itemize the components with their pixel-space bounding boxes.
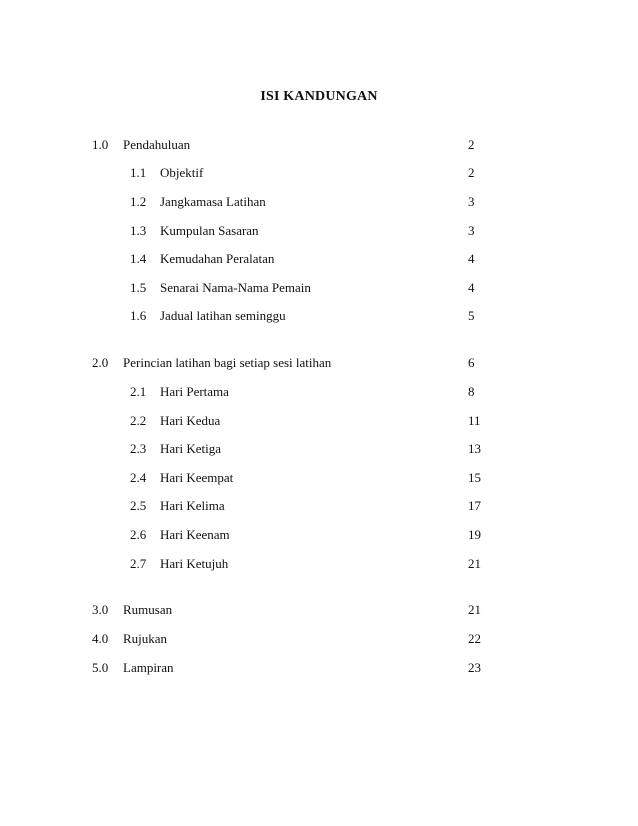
toc-entry-number: 5.0 <box>92 660 109 675</box>
toc-entry-page-number: 23 <box>468 660 481 675</box>
toc-entry-page-number: 4 <box>468 251 475 266</box>
toc-entry-label: Hari Keenam <box>160 527 230 542</box>
toc-entry-page-number: 13 <box>468 441 481 456</box>
toc-entry-label: Hari Kelima <box>160 498 225 513</box>
toc-entry-number: 1.1 <box>130 165 147 180</box>
toc-entry-number: 2.2 <box>130 413 147 428</box>
toc-entry-label: Kumpulan Sasaran <box>160 223 259 238</box>
toc-subsection-row <box>0 279 638 297</box>
toc-subsection-row <box>0 555 638 573</box>
toc-entry-label: Jadual latihan seminggu <box>160 308 286 323</box>
toc-entry-page-number: 11 <box>468 413 481 428</box>
toc-entry-page-number: 21 <box>468 556 481 571</box>
toc-entry-page-number: 4 <box>468 280 475 295</box>
toc-entry-label: Pendahuluan <box>123 137 191 152</box>
toc-entry-number: 1.6 <box>130 308 147 323</box>
toc-entry-page-number: 5 <box>468 308 475 323</box>
toc-entry-page-number: 22 <box>468 631 481 646</box>
toc-subsection-row <box>0 469 638 487</box>
toc-entry-number: 1.4 <box>130 251 147 266</box>
toc-entry-number: 1.5 <box>130 280 147 295</box>
toc-entry-label: Lampiran <box>123 660 174 675</box>
toc-section-row <box>0 659 638 677</box>
toc-section-row <box>0 136 638 154</box>
toc-entry-label: Hari Pertama <box>160 384 229 399</box>
toc-subsection-row <box>0 307 638 325</box>
toc-entry-label: Rujukan <box>123 631 168 646</box>
toc-subsection-row <box>0 250 638 268</box>
toc-entry-number: 2.6 <box>130 527 147 542</box>
toc-section-row <box>0 630 638 648</box>
toc-subsection-row <box>0 193 638 211</box>
toc-entry-label: Hari Ketujuh <box>160 556 229 571</box>
page-title: ISI KANDUNGAN <box>260 89 378 104</box>
toc-entry-page-number: 3 <box>468 223 475 238</box>
toc-subsection-row <box>0 526 638 544</box>
toc-entry-number: 2.4 <box>130 470 147 485</box>
toc-entry-number: 3.0 <box>92 602 109 617</box>
toc-entry-number: 1.2 <box>130 194 147 209</box>
toc-section-row <box>0 354 638 372</box>
toc-entry-number: 2.7 <box>130 556 147 571</box>
toc-entry-number: 1.0 <box>92 137 109 152</box>
toc-subsection-row <box>0 164 638 182</box>
toc-entry-page-number: 2 <box>468 137 475 152</box>
toc-entry-page-number: 6 <box>468 355 475 370</box>
toc-subsection-row <box>0 440 638 458</box>
toc-entry-label: Jangkamasa Latihan <box>160 194 266 209</box>
toc-entry-label: Rumusan <box>123 602 173 617</box>
toc-subsection-row <box>0 222 638 240</box>
toc-entry-number: 2.0 <box>92 355 109 370</box>
toc-subsection-row <box>0 497 638 515</box>
toc-entry-page-number: 3 <box>468 194 475 209</box>
toc-entry-label: Perincian latihan bagi setiap sesi latihan <box>123 355 332 370</box>
toc-entry-label: Hari Ketiga <box>160 441 222 456</box>
toc-entry-label: Kemudahan Peralatan <box>160 251 275 266</box>
toc-subsection-row <box>0 383 638 401</box>
toc-entry-page-number: 2 <box>468 165 475 180</box>
toc-entry-label: Hari Kedua <box>160 413 221 428</box>
toc-entry-page-number: 21 <box>468 602 481 617</box>
toc-entry-page-number: 17 <box>468 498 481 513</box>
toc-entry-label: Senarai Nama-Nama Pemain <box>160 280 311 295</box>
toc-entry-number: 2.5 <box>130 498 147 513</box>
toc-entry-number: 4.0 <box>92 631 109 646</box>
toc-subsection-row <box>0 412 638 430</box>
toc-entry-label: Hari Keempat <box>160 470 234 485</box>
toc-entry-page-number: 8 <box>468 384 475 399</box>
toc-section-row <box>0 601 638 619</box>
toc-entry-page-number: 19 <box>468 527 481 542</box>
toc-entry-number: 2.1 <box>130 384 147 399</box>
toc-entry-page-number: 15 <box>468 470 481 485</box>
toc-entry-label: Objektif <box>160 165 204 180</box>
toc-entry-number: 2.3 <box>130 441 147 456</box>
toc-entry-number: 1.3 <box>130 223 147 238</box>
